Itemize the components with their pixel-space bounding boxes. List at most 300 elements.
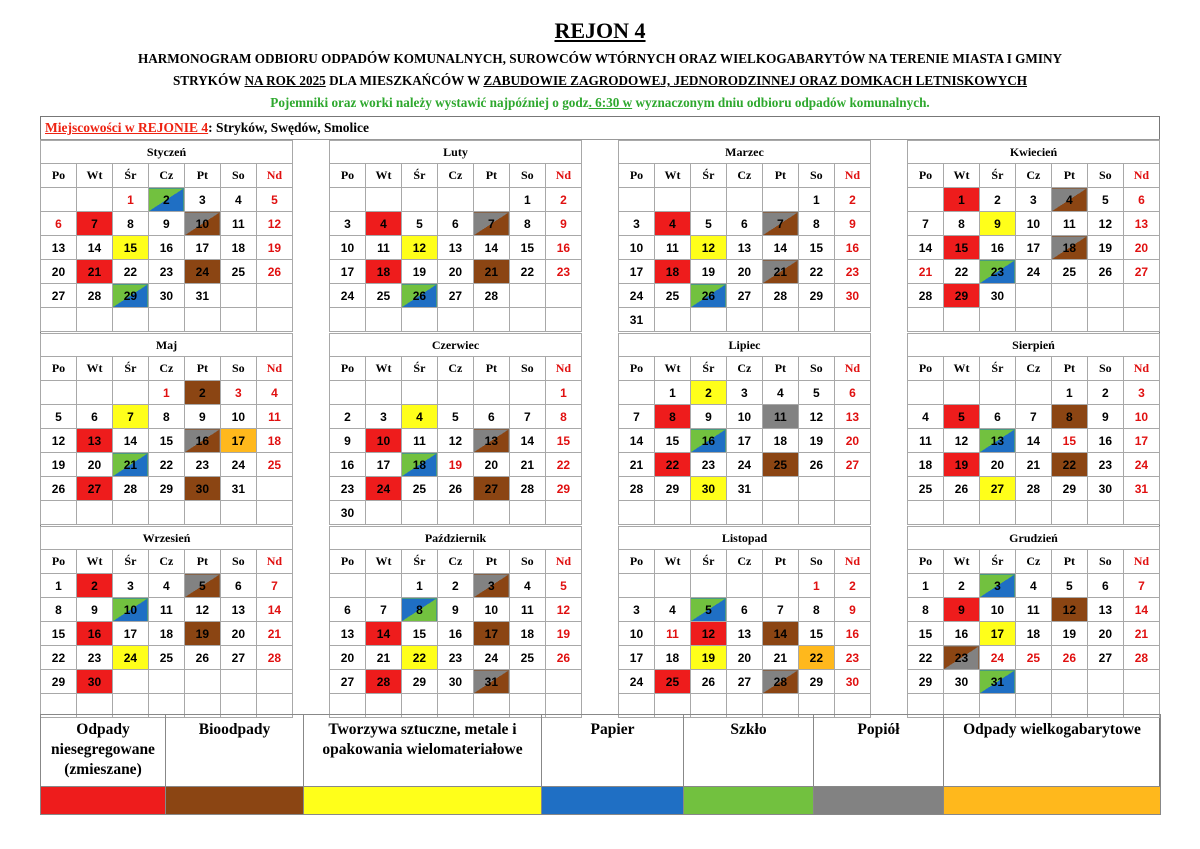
day-cell: 28: [908, 284, 944, 308]
day-cell: 26: [943, 477, 979, 501]
day-cell: 1: [41, 574, 77, 598]
day-cell: 10: [619, 622, 655, 646]
day-cell: 4: [365, 212, 401, 236]
day-cell: 14: [1015, 429, 1051, 453]
day-cell: 22: [509, 260, 545, 284]
weekday-header: Śr: [690, 164, 726, 188]
legend-swatch-zmieszane: [41, 787, 166, 815]
day-cell: 23: [545, 260, 581, 284]
day-cell: 21: [112, 453, 148, 477]
day-cell: 9: [184, 405, 220, 429]
day-cell: 2: [437, 574, 473, 598]
day-cell: 19: [1087, 236, 1123, 260]
empty-cell: [654, 501, 690, 525]
weekday-header: Wt: [654, 357, 690, 381]
empty-cell: [256, 477, 292, 501]
empty-cell: [619, 501, 655, 525]
day-cell: 30: [184, 477, 220, 501]
empty-cell: [437, 308, 473, 332]
day-cell: 21: [256, 622, 292, 646]
empty-cell: [1051, 308, 1087, 332]
day-cell: 24: [619, 284, 655, 308]
day-cell: 3: [220, 381, 256, 405]
day-cell: 7: [908, 212, 944, 236]
empty-cell: [762, 477, 798, 501]
day-cell: 19: [184, 622, 220, 646]
day-cell: 30: [437, 670, 473, 694]
weekday-header: Śr: [979, 164, 1015, 188]
legend-label-zmieszane: Odpady niesegregowane (zmieszane): [41, 715, 166, 787]
day-cell: 20: [1123, 236, 1159, 260]
weekday-header: Cz: [1015, 164, 1051, 188]
empty-cell: [330, 308, 366, 332]
weekday-header: Po: [41, 164, 77, 188]
day-cell: 23: [979, 260, 1015, 284]
day-cell: 14: [76, 236, 112, 260]
day-cell: 30: [834, 670, 870, 694]
day-cell: 12: [1051, 598, 1087, 622]
day-cell: 18: [220, 236, 256, 260]
empty-cell: [76, 381, 112, 405]
day-cell: 6: [979, 405, 1015, 429]
day-cell: 29: [654, 477, 690, 501]
empty-cell: [690, 308, 726, 332]
month-calendar: [618, 526, 871, 718]
day-cell: 19: [943, 453, 979, 477]
weekday-header: Cz: [437, 550, 473, 574]
subtitle-2b: NA ROK 2025: [244, 73, 326, 88]
day-cell: 5: [1051, 574, 1087, 598]
empty-cell: [365, 574, 401, 598]
day-cell: 13: [1123, 212, 1159, 236]
empty-cell: [509, 670, 545, 694]
weekday-header: So: [509, 550, 545, 574]
day-cell: 31: [1123, 477, 1159, 501]
weekday-header: Wt: [943, 550, 979, 574]
empty-cell: [545, 308, 581, 332]
day-cell: 5: [41, 405, 77, 429]
day-cell: 1: [509, 188, 545, 212]
notice-3b: . 6:30 w: [588, 95, 633, 110]
day-cell: 21: [365, 646, 401, 670]
day-cell: 12: [401, 236, 437, 260]
day-cell: 20: [41, 260, 77, 284]
day-cell: 10: [619, 236, 655, 260]
empty-cell: [41, 188, 77, 212]
subtitle-2a: STRYKÓW: [172, 73, 245, 88]
day-cell: 15: [943, 236, 979, 260]
day-cell: 29: [148, 477, 184, 501]
day-cell: 28: [1123, 646, 1159, 670]
month-name: Październik: [330, 527, 582, 550]
weekday-header: So: [798, 357, 834, 381]
empty-cell: [1123, 308, 1159, 332]
day-cell: 4: [654, 212, 690, 236]
day-cell: 26: [690, 670, 726, 694]
weekday-header: So: [798, 164, 834, 188]
month-calendar: [618, 140, 871, 332]
day-cell: 14: [509, 429, 545, 453]
legend-swatch-szklo: [684, 787, 814, 815]
weekday-header: Wt: [943, 164, 979, 188]
weekday-header: So: [1087, 357, 1123, 381]
empty-cell: [908, 308, 944, 332]
day-cell: 21: [509, 453, 545, 477]
day-cell: 2: [330, 405, 366, 429]
weekday-header: Po: [330, 550, 366, 574]
month-name: Lipiec: [619, 334, 871, 357]
weekday-header: Nd: [256, 357, 292, 381]
empty-cell: [401, 501, 437, 525]
month-name: Czerwiec: [330, 334, 582, 357]
day-cell: 15: [148, 429, 184, 453]
empty-cell: [726, 308, 762, 332]
day-cell: 15: [112, 236, 148, 260]
day-cell: 27: [1123, 260, 1159, 284]
weekday-header: Wt: [76, 357, 112, 381]
day-cell: 29: [908, 670, 944, 694]
empty-cell: [220, 501, 256, 525]
empty-cell: [1123, 501, 1159, 525]
day-cell: 6: [330, 598, 366, 622]
empty-cell: [509, 308, 545, 332]
day-cell: 17: [220, 429, 256, 453]
day-cell: 26: [401, 284, 437, 308]
day-cell: 6: [834, 381, 870, 405]
weekday-header: Cz: [437, 164, 473, 188]
day-cell: 8: [112, 212, 148, 236]
day-cell: 26: [545, 646, 581, 670]
day-cell: 3: [330, 212, 366, 236]
day-cell: 6: [473, 405, 509, 429]
weekday-header: Po: [619, 164, 655, 188]
day-cell: 10: [1015, 212, 1051, 236]
month-calendar: [40, 526, 293, 718]
day-cell: 5: [1087, 188, 1123, 212]
day-cell: 24: [473, 646, 509, 670]
day-cell: 18: [148, 622, 184, 646]
day-cell: 16: [437, 622, 473, 646]
empty-cell: [619, 574, 655, 598]
weekday-header: Nd: [834, 357, 870, 381]
day-cell: 14: [256, 598, 292, 622]
empty-cell: [437, 501, 473, 525]
day-cell: 27: [76, 477, 112, 501]
day-cell: 2: [545, 188, 581, 212]
day-cell: 19: [401, 260, 437, 284]
weekday-header: So: [220, 164, 256, 188]
empty-cell: [726, 574, 762, 598]
day-cell: 6: [220, 574, 256, 598]
day-cell: 16: [76, 622, 112, 646]
day-cell: 30: [943, 670, 979, 694]
day-cell: 26: [690, 284, 726, 308]
weekday-header: Cz: [148, 550, 184, 574]
day-cell: 5: [943, 405, 979, 429]
day-cell: 14: [1123, 598, 1159, 622]
day-cell: 21: [762, 260, 798, 284]
empty-cell: [148, 670, 184, 694]
day-cell: 11: [908, 429, 944, 453]
empty-cell: [545, 670, 581, 694]
notice-3a: Pojemniki oraz worki należy wystawić najpóźniej o godz: [270, 95, 589, 110]
empty-cell: [943, 381, 979, 405]
day-cell: 3: [184, 188, 220, 212]
weekday-header: Śr: [112, 164, 148, 188]
day-cell: 2: [979, 188, 1015, 212]
empty-cell: [330, 188, 366, 212]
weekday-header: Cz: [1015, 357, 1051, 381]
weekday-header: Nd: [545, 164, 581, 188]
day-cell: 24: [619, 670, 655, 694]
weekday-header: Pt: [473, 164, 509, 188]
notice-line: [0, 95, 1200, 111]
day-cell: 8: [908, 598, 944, 622]
empty-cell: [112, 308, 148, 332]
month-name: Styczeń: [41, 141, 293, 164]
day-cell: 2: [1087, 381, 1123, 405]
day-cell: 15: [401, 622, 437, 646]
day-cell: 23: [834, 260, 870, 284]
empty-cell: [545, 501, 581, 525]
weekday-header: Śr: [401, 550, 437, 574]
day-cell: 22: [545, 453, 581, 477]
day-cell: 16: [834, 622, 870, 646]
day-cell: 10: [473, 598, 509, 622]
legend-label-wielkogabarytowe: Odpady wielkogabarytowe: [944, 715, 1161, 787]
day-cell: 3: [473, 574, 509, 598]
day-cell: 18: [401, 453, 437, 477]
day-cell: 22: [798, 646, 834, 670]
legend-swatch-papier: [542, 787, 684, 815]
day-cell: 13: [979, 429, 1015, 453]
day-cell: 29: [401, 670, 437, 694]
day-cell: 11: [401, 429, 437, 453]
day-cell: 20: [726, 260, 762, 284]
day-cell: 6: [726, 212, 762, 236]
day-cell: 17: [365, 453, 401, 477]
day-cell: 27: [41, 284, 77, 308]
day-cell: 25: [256, 453, 292, 477]
day-cell: 13: [330, 622, 366, 646]
day-cell: 14: [112, 429, 148, 453]
weekday-header: So: [220, 550, 256, 574]
weekday-header: Śr: [112, 357, 148, 381]
day-cell: 17: [619, 646, 655, 670]
day-cell: 7: [762, 212, 798, 236]
weekday-header: Po: [908, 550, 944, 574]
weekday-header: Nd: [545, 357, 581, 381]
day-cell: 8: [654, 405, 690, 429]
day-cell: 17: [330, 260, 366, 284]
day-cell: 8: [545, 405, 581, 429]
day-cell: 18: [1051, 236, 1087, 260]
empty-cell: [762, 501, 798, 525]
empty-cell: [148, 501, 184, 525]
day-cell: 4: [762, 381, 798, 405]
day-cell: 9: [148, 212, 184, 236]
day-cell: 4: [256, 381, 292, 405]
day-cell: 10: [330, 236, 366, 260]
legend-swatch-wielkogabarytowe: [944, 787, 1161, 815]
day-cell: 31: [184, 284, 220, 308]
day-cell: 22: [654, 453, 690, 477]
month-calendar: [618, 333, 871, 525]
day-cell: 5: [184, 574, 220, 598]
empty-cell: [112, 501, 148, 525]
day-cell: 6: [1087, 574, 1123, 598]
day-cell: 12: [1087, 212, 1123, 236]
day-cell: 15: [509, 236, 545, 260]
notice-3c: wyznaczonym dniu odbioru odpadów komunalnych.: [632, 95, 930, 110]
day-cell: 9: [330, 429, 366, 453]
day-cell: 19: [798, 429, 834, 453]
legend-label-szklo: Szkło: [684, 715, 814, 787]
month-calendar: [907, 333, 1160, 525]
day-cell: 28: [256, 646, 292, 670]
weekday-header: Nd: [1123, 164, 1159, 188]
day-cell: 12: [437, 429, 473, 453]
legend-label-tworzywa: Tworzywa sztuczne, metale i opakowania wielomateriałowe: [304, 715, 542, 787]
day-cell: 18: [654, 646, 690, 670]
day-cell: 18: [654, 260, 690, 284]
day-cell: 3: [979, 574, 1015, 598]
month-calendar: [907, 526, 1160, 718]
weekday-header: Pt: [473, 550, 509, 574]
legend-swatch-tworzywa: [304, 787, 542, 815]
day-cell: 19: [690, 646, 726, 670]
day-cell: 21: [908, 260, 944, 284]
day-cell: 4: [654, 598, 690, 622]
weekday-header: Cz: [437, 357, 473, 381]
localities-names: : Stryków, Swędów, Smolice: [208, 120, 369, 135]
day-cell: 24: [184, 260, 220, 284]
day-cell: 29: [943, 284, 979, 308]
day-cell: 30: [979, 284, 1015, 308]
month-calendar: [40, 333, 293, 525]
day-cell: 5: [798, 381, 834, 405]
day-cell: 27: [330, 670, 366, 694]
day-cell: 15: [1051, 429, 1087, 453]
day-cell: 20: [473, 453, 509, 477]
day-cell: 30: [834, 284, 870, 308]
day-cell: 13: [726, 236, 762, 260]
day-cell: 12: [690, 236, 726, 260]
day-cell: 2: [76, 574, 112, 598]
empty-cell: [654, 188, 690, 212]
day-cell: 12: [690, 622, 726, 646]
day-cell: 18: [762, 429, 798, 453]
day-cell: 13: [437, 236, 473, 260]
day-cell: 20: [330, 646, 366, 670]
day-cell: 25: [654, 670, 690, 694]
day-cell: 13: [726, 622, 762, 646]
day-cell: 8: [148, 405, 184, 429]
weekday-header: Po: [908, 164, 944, 188]
day-cell: 28: [762, 670, 798, 694]
weekday-header: So: [509, 164, 545, 188]
day-cell: 25: [908, 477, 944, 501]
weekday-header: Pt: [473, 357, 509, 381]
empty-cell: [256, 501, 292, 525]
day-cell: 10: [220, 405, 256, 429]
day-cell: 14: [762, 236, 798, 260]
empty-cell: [1087, 501, 1123, 525]
day-cell: 11: [148, 598, 184, 622]
day-cell: 25: [401, 477, 437, 501]
legend-label-popiol: Popiół: [814, 715, 944, 787]
day-cell: 20: [220, 622, 256, 646]
day-cell: 27: [1087, 646, 1123, 670]
weekday-header: Wt: [365, 550, 401, 574]
day-cell: 16: [330, 453, 366, 477]
month-name: Listopad: [619, 527, 871, 550]
empty-cell: [256, 308, 292, 332]
day-cell: 13: [220, 598, 256, 622]
day-cell: 22: [401, 646, 437, 670]
day-cell: 20: [726, 646, 762, 670]
day-cell: 10: [184, 212, 220, 236]
weekday-header: Pt: [1051, 357, 1087, 381]
day-cell: 1: [112, 188, 148, 212]
day-cell: 1: [943, 188, 979, 212]
weekday-header: Wt: [76, 550, 112, 574]
day-cell: 31: [473, 670, 509, 694]
weekday-header: Śr: [690, 550, 726, 574]
empty-cell: [365, 501, 401, 525]
weekday-header: Wt: [365, 357, 401, 381]
day-cell: 22: [908, 646, 944, 670]
day-cell: 7: [619, 405, 655, 429]
day-cell: 27: [437, 284, 473, 308]
day-cell: 10: [726, 405, 762, 429]
day-cell: 8: [798, 598, 834, 622]
day-cell: 27: [473, 477, 509, 501]
day-cell: 9: [437, 598, 473, 622]
day-cell: 12: [184, 598, 220, 622]
empty-cell: [908, 188, 944, 212]
empty-cell: [1051, 284, 1087, 308]
weekday-header: Cz: [148, 164, 184, 188]
empty-cell: [1015, 381, 1051, 405]
empty-cell: [112, 381, 148, 405]
empty-cell: [798, 308, 834, 332]
empty-cell: [473, 381, 509, 405]
subtitle-2c: DLA MIESZKAŃCÓW W: [325, 73, 484, 88]
day-cell: 25: [220, 260, 256, 284]
day-cell: 3: [365, 405, 401, 429]
day-cell: 21: [1123, 622, 1159, 646]
empty-cell: [690, 188, 726, 212]
subtitle-2d: ZABUDOWIE ZAGRODOWEJ, JEDNORODZINNEJ ORAZ DOMKACH LETNISKOWYCH: [483, 73, 1028, 88]
empty-cell: [256, 670, 292, 694]
empty-cell: [1087, 308, 1123, 332]
day-cell: 2: [943, 574, 979, 598]
day-cell: 16: [1087, 429, 1123, 453]
day-cell: 1: [654, 381, 690, 405]
day-cell: 24: [112, 646, 148, 670]
day-cell: 15: [908, 622, 944, 646]
day-cell: 18: [509, 622, 545, 646]
day-cell: 25: [654, 284, 690, 308]
day-cell: 28: [762, 284, 798, 308]
day-cell: 10: [112, 598, 148, 622]
day-cell: 5: [437, 405, 473, 429]
month-name: Wrzesień: [41, 527, 293, 550]
day-cell: 1: [401, 574, 437, 598]
day-cell: 29: [1051, 477, 1087, 501]
day-cell: 31: [619, 308, 655, 332]
